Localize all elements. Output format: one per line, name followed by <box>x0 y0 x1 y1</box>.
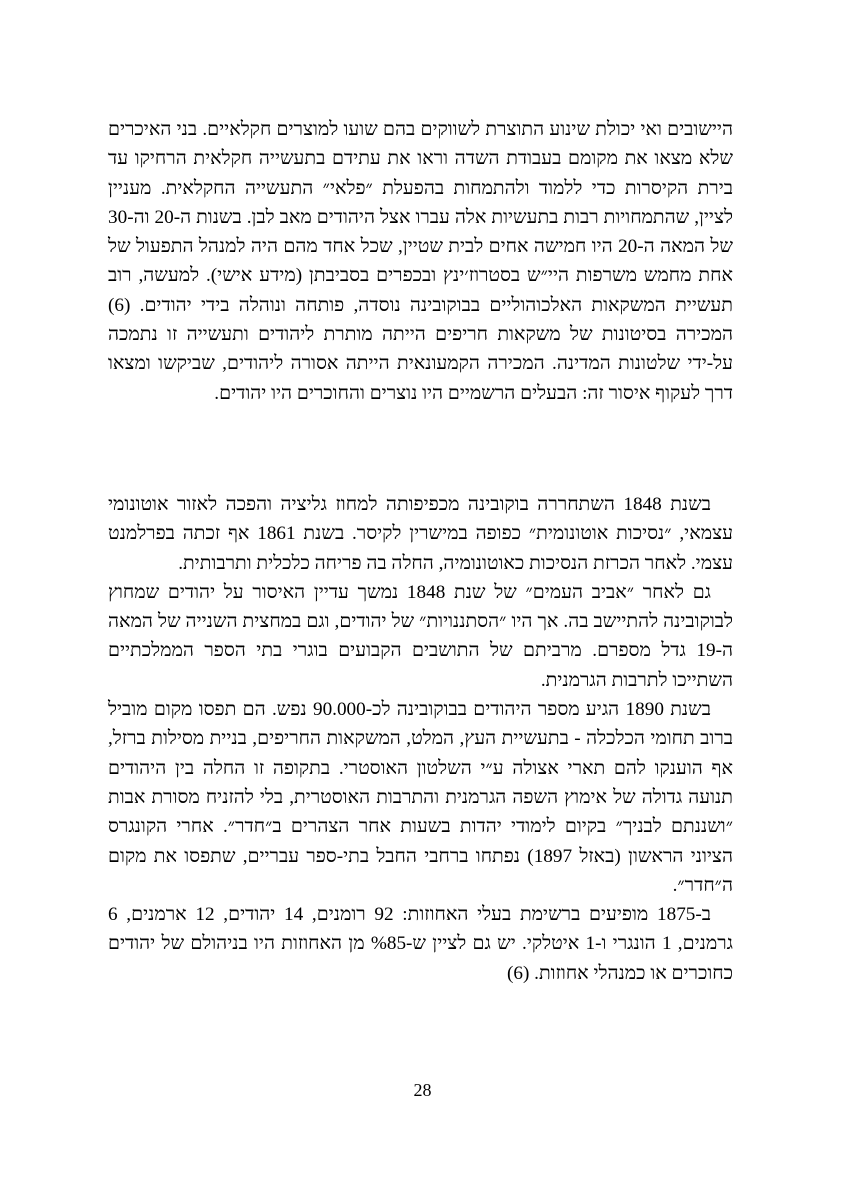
text-section-top <box>108 115 733 408</box>
paragraph-continuation: היישובים ואי יכולת שינוע התוצרת לשווקים בהם שועו למוצרים חקלאיים. בני האיכרים שלא מצאו את מקומם בעבודת השדה וראו את עתידם בתעשייה חקלאית הרחיקו עד בירת הקיסרות כדי ללמוד ולהתמחות בהפעלת ״פלאי״ התעשייה החקלאית. מעניין לציין, שהתמחויות רבות בתעשיות אלה עברו אצל היהודים מאב לבן. בשנות ה-20 וה-30 של המאה ה-20 היו חמישה אחים לבית שטיין, שכל אחד מהם היה למנהל התפעול של אחת מחמש משרפות היי״ש בסטרוז׳ינץ ובכפרים בסביבתן (מידע אישי). למעשה, רוב תעשיית המשקאות האלכוהוליים בבוקובינה נוסדה, פותחה ונוהלה בידי יהודים. (6) המכירה בסיטונות של משקאות חריפים הייתה מותרת ליהודים ותעשייה זו נתמכה על-ידי שלטונות המדינה. המכירה הקמעונאית הייתה אסורה ליהודים, שביקשו ומצאו דרך לעקוף איסור זה: הבעלים הרשמיים היו נוצרים והחוכרים היו יהודים. <box>108 119 733 404</box>
paragraph-bukovina-1848: בשנת 1848 השתחררה בוקובינה מכפיפותה למחוז גליציה והפכה לאזור אוטונומי עצמאי, ״נסיכות אוטונומית״ כפופה במישרין לקיסר. בשנת 1861 אף זכתה בפרלמנט עצמי. לאחר הכרזת הנסיכות כאוטונומיה, החלה בה פריחה כלכלית ותרבותית. <box>108 494 733 574</box>
paragraph-1890-population: בשנת 1890 הגיע מספר היהודים בבוקובינה לכ-90.000 נפש. הם תפסו מקום מוביל ברוב תחומי הכלכלה - בתעשיית העץ, המלט, המשקאות החריפים, בניית מסילות ברזל, אף הוענקו להם תארי אצולה ע״י השלטון האוסטרי. בתקופה זו החלה בין היהודים תנועה גדולה של אימוץ השפה הגרמנית והתרבות האוסטרית, בלי להזניח מסורת אבות ״ושננתם לבניך״ בקיום לימודי יהדות בשעות אחר הצהרים ב״חדר״. אחרי הקונגרס הציוני הראשון (באזל 1897) נפתחו ברחבי החבל בתי-ספר עבריים, שתפסו את מקום ה״חדר״. <box>108 699 733 896</box>
paragraph-spring-of-nations: גם לאחר ״אביב העמים״ של שנת 1848 נמשך עדיין האיסור על יהודים שמחוץ לבוקובינה להתיישב בה. אך היו ״הסתננויות״ של יהודים, וגם במחצית השנייה של המאה ה-19 גדל מספרם. מרביתם של התושבים הקבועים בוגרי בתי הספר הממלכתיים השתייכו לתרבות הגרמנית. <box>108 581 733 691</box>
page-number: 28 <box>413 1080 432 1100</box>
text-section-bottom <box>108 490 733 988</box>
paragraph-1875-estates: ב-1875 מופיעים ברשימת בעלי האחוזות: 92 רומנים, 14 יהודים, 12 ארמנים, 6 גרמנים, 1 הונגרי ו-1 איטלקי. יש גם לציין ש-%85 מן האחוזות היו בניהולם של יהודים כחוכרים או כמנהלי אחוזות. (6) <box>108 904 733 984</box>
